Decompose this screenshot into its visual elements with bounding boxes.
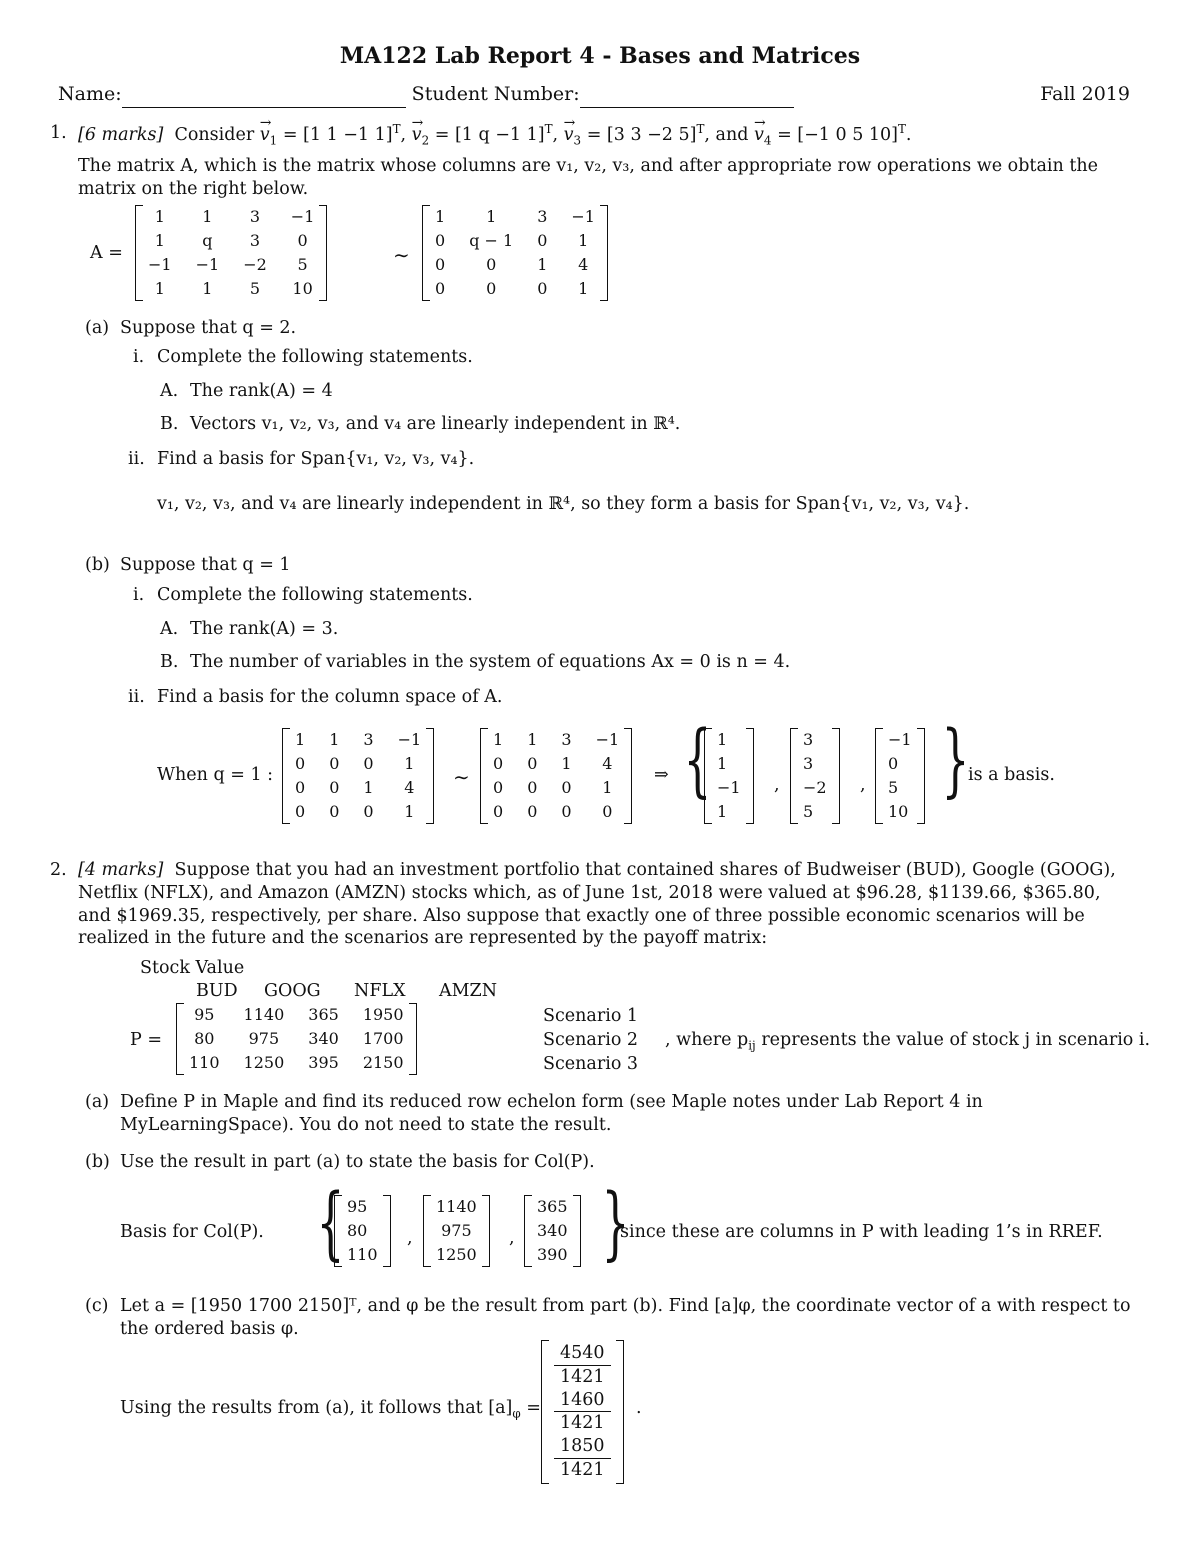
col-basis-vector-1-cell: 80: [347, 1220, 368, 1240]
right-brace: }: [941, 713, 970, 806]
q1-v3: = [3 3 −2 5]: [586, 124, 697, 145]
q1a-i-label: i.: [133, 347, 145, 367]
tilde-2: ∼: [453, 765, 470, 789]
matrix-A-reduced-cell: 3: [537, 206, 548, 226]
name-blank: [122, 82, 406, 108]
col-basis-vector-1: [334, 1195, 391, 1267]
matrix-M2-cell: 0: [527, 801, 538, 821]
phi-sub: φ: [512, 1406, 521, 1421]
q1b-text: Suppose that q = 1: [120, 555, 291, 575]
comma: ,: [509, 1228, 515, 1248]
q1-and: , and: [704, 124, 749, 145]
q1a-ii-label: ii.: [128, 449, 145, 469]
basis-vector-3-cell: 5: [888, 777, 899, 797]
A-label: A =: [90, 243, 123, 263]
matrix-A-reduced-cell: −1: [571, 206, 595, 226]
matrix-M1-cell: 4: [404, 777, 415, 797]
student-number-blank: [580, 82, 794, 108]
comma: ,: [860, 775, 866, 795]
basis-vector-2-cell: 5: [803, 801, 814, 821]
fraction-denominator: 1421: [560, 1366, 605, 1387]
matrix-A-cell: −1: [148, 254, 172, 274]
matrix-M1-cell: 0: [295, 801, 306, 821]
q2c-text: Let a = [1950 1700 2150]ᵀ, and φ be the result from part (b). Find [a]φ, the coordinate vector of a with respect to the ordered basis φ.: [120, 1296, 1131, 1339]
matrix-A-reduced-cell: 0: [435, 230, 446, 250]
matrix-M1-row: [283, 800, 433, 824]
q1-marks: [6 marks]: [78, 124, 164, 145]
q2-number: 2.: [50, 860, 67, 880]
matrix-A-row: [136, 205, 326, 229]
q1a-text: Suppose that q = 2.: [120, 318, 297, 338]
right-brace: }: [601, 1176, 630, 1269]
matrix-M2-cell: −1: [595, 729, 620, 749]
basis-vector-3-row: [876, 752, 924, 776]
matrix-M1: [282, 728, 434, 824]
matrix-M2-cell: 0: [493, 777, 504, 797]
matrix-M2-cell: 0: [561, 777, 572, 797]
col-basis-vector-3-cell: 340: [537, 1220, 568, 1240]
q1b-is-basis: is a basis.: [968, 765, 1055, 785]
matrix-P-cell: 95: [194, 1004, 215, 1024]
q2c-label: (c): [85, 1296, 109, 1316]
q1-v4: = [−1 0 5 10]: [777, 124, 898, 145]
matrix-A-cell: 0: [297, 230, 308, 250]
q1b-when: When q = 1 :: [157, 765, 274, 785]
matrix-M2-cell: 0: [493, 753, 504, 773]
basis-vector-1-cell: 1: [717, 753, 728, 773]
matrix-A-reduced-cell: 1: [435, 206, 446, 226]
col-basis-vector-3-row: [525, 1219, 580, 1243]
scenario-list: [543, 1004, 638, 1076]
where-rest: represents the value of stock j in scenario i.: [761, 1030, 1151, 1050]
q1b-A-text: The rank(A) = 3.: [190, 619, 339, 639]
matrix-A-cell: 1: [154, 206, 165, 226]
q2a-label: (a): [85, 1092, 110, 1112]
matrix-M2-row: [481, 776, 631, 800]
q1-v2: = [1 q −1 1]: [434, 124, 545, 145]
basis-vector-2-row: [791, 800, 839, 824]
matrix-P-cell: 1700: [362, 1028, 404, 1048]
basis-vector-1-cell: −1: [717, 777, 741, 797]
matrix-A-reduced-cell: 1: [537, 254, 548, 274]
coordinate-vector: [541, 1340, 624, 1484]
col-bud: BUD: [196, 981, 238, 1001]
q1a-i-text: Complete the following statements.: [157, 347, 473, 367]
matrix-M1-cell: 0: [295, 777, 306, 797]
implies-symbol: ⇒: [654, 765, 669, 785]
matrix-M2-cell: 4: [602, 753, 613, 773]
matrix-A-reduced-cell: 1: [578, 230, 589, 250]
basis-vector-1-cell: 1: [717, 801, 728, 821]
fraction: [554, 1389, 611, 1436]
basis-vector-2-cell: 3: [803, 729, 814, 749]
matrix-M2-cell: 1: [493, 729, 504, 749]
col-basis-vector-3: [524, 1195, 581, 1267]
matrix-M2-cell: 0: [527, 753, 538, 773]
matrix-M2-cell: 1: [527, 729, 538, 749]
q1a-label: (a): [85, 318, 110, 338]
comma: ,: [407, 1228, 413, 1248]
term-label: Fall 2019: [1040, 83, 1130, 105]
basis-vector-3-cell: 10: [888, 801, 909, 821]
matrix-P-row: [177, 1051, 416, 1075]
matrix-M1-cell: 1: [404, 801, 415, 821]
matrix-A-cell: 1: [154, 230, 165, 250]
q2-marks: [4 marks]: [78, 860, 164, 880]
fraction-denominator: 1421: [560, 1459, 605, 1480]
fraction: [554, 1342, 611, 1389]
matrix-M1-row: [283, 752, 433, 776]
q1b-i-text: Complete the following statements.: [157, 585, 473, 605]
col-amzn: AMZN: [439, 981, 498, 1001]
basis-vector-1-row: [705, 752, 753, 776]
matrix-A-cell: 3: [249, 230, 261, 250]
matrix-M2-cell: 3: [561, 729, 572, 749]
scenario-2: Scenario 2: [543, 1030, 639, 1050]
page-title: MA122 Lab Report 4 - Bases and Matrices: [339, 43, 861, 69]
matrix-M1-row: [283, 728, 433, 752]
matrix-M1-cell: 0: [363, 801, 374, 821]
fraction-numerator: 1850: [554, 1435, 611, 1459]
scenario-3: Scenario 3: [543, 1054, 639, 1074]
basis-vector-3-row: [876, 728, 924, 752]
col-basis-vector-2-cell: 1140: [436, 1196, 477, 1216]
matrix-A-cell: 3: [249, 206, 261, 226]
basis-vector-2-row: [791, 728, 839, 752]
col-basis-vector-1-row: [335, 1195, 390, 1219]
q1a-A-label: A.: [160, 381, 179, 401]
q2b-since: since these are columns in P with leading 1’s in RREF.: [620, 1222, 1103, 1242]
col-basis-vector-2-row: [424, 1195, 489, 1219]
matrix-A-reduced-cell: 1: [486, 206, 497, 226]
matrix-M1-cell: 0: [329, 801, 340, 821]
q2c-answer: [120, 1397, 541, 1422]
matrix-M2-cell: 1: [561, 753, 572, 773]
q1-consider: Consider: [174, 124, 255, 145]
q2-intro-text: Suppose that you had an investment portfolio that contained shares of Budweiser (BUD), Google (GOOG), Netflix (NFLX), and Amazon (AMZN) stocks which, as of June 1st, 2018 were valued at $96.28, $1139.66, $365.80, and $1969.35, respectively, per share. Also suppose that exactly one of three possible economic scenarios will be realized in the future and the scenarios are represented by the payoff matrix:: [78, 860, 1116, 949]
scenario-1: Scenario 1: [543, 1006, 639, 1026]
basis-vector-3-row: [876, 776, 924, 800]
matrix-P-cell: 340: [308, 1028, 339, 1048]
left-brace: {: [683, 713, 712, 806]
matrix-A-cell: 5: [297, 254, 308, 274]
q1-intro: The matrix A, which is the matrix whose columns are v₁, v₂, v₃, and after appropriate row operations we obtain the matrix on the right below.: [78, 156, 1098, 199]
matrix-M1-cell: 0: [363, 753, 374, 773]
q1b-ii-label: ii.: [128, 687, 145, 707]
matrix-P-cell: 395: [308, 1052, 339, 1072]
matrix-M1-cell: 1: [404, 753, 415, 773]
q1b-label: (b): [85, 555, 110, 575]
student-number-label: Student Number:: [411, 83, 580, 105]
col-basis-vector-2-row: [424, 1243, 489, 1267]
matrix-A-row: [136, 277, 326, 301]
q2a-text: Define P in Maple and find its reduced row echelon form (see Maple notes under Lab Report 4 in MyLearningSpace). You do not need to state the result.: [120, 1092, 983, 1135]
col-basis-vector-3-cell: 390: [537, 1244, 568, 1264]
matrix-P-cell: 1950: [362, 1004, 404, 1024]
q1-v1: = [1 1 −1 1]: [282, 124, 393, 145]
basis-vector-1: [704, 728, 754, 824]
P-label: P =: [130, 1030, 163, 1050]
matrix-A-cell: −1: [290, 206, 315, 226]
matrix-M1-cell: 1: [363, 777, 374, 797]
tilde: ∼: [393, 243, 410, 267]
q2b-basis-label: Basis for Col(P).: [120, 1222, 264, 1242]
matrix-P-cell: 110: [189, 1052, 220, 1072]
matrix-P-cell: 2150: [362, 1052, 404, 1072]
col-basis-vector-2-row: [424, 1219, 489, 1243]
q1a-B-text: Vectors v₁, v₂, v₃, and v₄ are linearly independent in ℝ⁴.: [190, 414, 681, 434]
left-brace: {: [316, 1176, 345, 1269]
q2c-answer-lead: Using the results from (a), it follows that [a]: [120, 1398, 513, 1418]
basis-vector-2-cell: −2: [803, 777, 827, 797]
q1a-answer: v₁, v₂, v₃, and v₄ are linearly independent in ℝ⁴, so they form a basis for Span{v₁, v₂, v₃, v₄}.: [157, 494, 970, 514]
comma: ,: [774, 775, 780, 795]
matrix-A-row: [136, 253, 326, 277]
name-label: Name:: [58, 83, 122, 105]
fraction-denominator: 1421: [560, 1413, 605, 1434]
basis-vector-3-cell: −1: [888, 729, 912, 749]
col-goog: GOOG: [264, 981, 321, 1001]
matrix-A-reduced-cell: 1: [578, 278, 589, 298]
matrix-A-cell: 1: [202, 206, 213, 226]
name-field: [58, 82, 794, 108]
matrix-P-row: [177, 1003, 416, 1027]
q1a-B-label: B.: [160, 414, 179, 434]
fraction: [554, 1435, 611, 1482]
matrix-M1-cell: −1: [397, 729, 422, 749]
col-basis-vector-2-cell: 975: [441, 1220, 472, 1240]
where-text: , where p: [665, 1030, 749, 1050]
basis-vector-2: [790, 728, 840, 824]
col-basis-vector-1-cell: 95: [347, 1196, 368, 1216]
matrix-P-cell: 80: [194, 1028, 215, 1048]
matrix-A-reduced-cell: 0: [435, 278, 446, 298]
matrix-A-reduced-cell: 4: [578, 254, 589, 274]
col-basis-vector-3-row: [525, 1195, 580, 1219]
matrix-A-reduced-cell: 0: [486, 278, 497, 298]
q1b-B-text: The number of variables in the system of equations Ax = 0 is n = 4.: [190, 652, 791, 672]
q1-number: 1.: [50, 123, 67, 143]
col-nflx: NFLX: [354, 981, 406, 1001]
col-basis-vector-1-row: [335, 1219, 390, 1243]
col-basis-vector-2-cell: 1250: [436, 1244, 477, 1264]
matrix-A-reduced-row: [423, 277, 607, 301]
basis-vector-1-cell: 1: [717, 729, 728, 749]
col-basis-vector-1-row: [335, 1243, 390, 1267]
matrix-A-cell: 5: [249, 278, 261, 298]
basis-vector-2-row: [791, 752, 839, 776]
matrix-A-reduced-row: [423, 253, 607, 277]
stock-value-label: Stock Value: [140, 958, 245, 978]
q1b-B-label: B.: [160, 652, 179, 672]
matrix-M2-row: [481, 800, 631, 824]
equals: =: [520, 1398, 541, 1418]
matrix-M1-cell: 3: [363, 729, 374, 749]
q2b-text: Use the result in part (a) to state the basis for Col(P).: [120, 1152, 595, 1172]
q2-intro: [78, 859, 1133, 950]
matrix-M1-cell: 0: [329, 753, 340, 773]
matrix-A: [135, 205, 327, 301]
basis-vector-2-row: [791, 776, 839, 800]
matrix-M2-cell: 0: [561, 801, 572, 821]
matrix-M2-cell: 0: [602, 801, 613, 821]
q1b-A-label: A.: [160, 619, 179, 639]
matrix-A-reduced-cell: 0: [486, 254, 497, 274]
matrix-A-cell: 1: [154, 278, 165, 298]
q1a-A-text: The rank(A) = 4: [190, 381, 333, 401]
matrix-A-reduced-cell: 0: [435, 254, 446, 274]
matrix-M1-cell: 0: [329, 777, 340, 797]
matrix-P-cell: 365: [308, 1004, 339, 1024]
matrix-M2-row: [481, 752, 631, 776]
matrix-A-reduced-cell: 0: [537, 230, 548, 250]
matrix-M2-cell: 1: [602, 777, 613, 797]
col-basis-vector-3-cell: 365: [537, 1196, 568, 1216]
matrix-M2-cell: 0: [527, 777, 538, 797]
q1a-ii-text: Find a basis for Span{v₁, v₂, v₃, v₄}.: [157, 449, 475, 469]
matrix-A-reduced-cell: q − 1: [469, 230, 514, 250]
q1-statement: [6 marks] Consider → $v_1 = [1$ 1 −1 1]$^T$, → $v_2 = [1$ q −1 1]$^T$, → $v_3 = [3$ 3 −2 5]$^T$, and → $v_4 = [-1$ 0 5 10]$^T$.: [78, 122, 912, 149]
matrix-A-cell: 1: [202, 278, 213, 298]
q1b-i-label: i.: [133, 585, 145, 605]
matrix-M2: [480, 728, 632, 824]
matrix-P-row: [177, 1027, 416, 1051]
matrix-P-cell: 975: [248, 1028, 280, 1048]
matrix-P-cell: 1250: [243, 1052, 285, 1072]
basis-vector-1-row: [705, 728, 753, 752]
period: .: [636, 1398, 642, 1418]
matrix-A-cell: 10: [292, 278, 313, 298]
matrix-M1-cell: 1: [329, 729, 340, 749]
matrix-A-reduced-cell: 0: [537, 278, 548, 298]
basis-vector-3-row: [876, 800, 924, 824]
matrix-M1-cell: 0: [295, 753, 306, 773]
matrix-A-reduced-row: [423, 205, 607, 229]
col-basis-vector-2: [423, 1195, 490, 1267]
matrix-M2-cell: 0: [493, 801, 504, 821]
basis-vector-3-cell: 0: [888, 753, 899, 773]
matrix-P-cell: 1140: [243, 1004, 285, 1024]
matrix-A-reduced-row: [423, 229, 607, 253]
matrix-M2-row: [481, 728, 631, 752]
fraction-numerator: 4540: [554, 1342, 611, 1366]
matrix-A-cell: q: [202, 230, 213, 250]
matrix-M1-cell: 1: [295, 729, 306, 749]
matrix-A-reduced: [422, 205, 608, 301]
basis-vector-3: [875, 728, 925, 824]
q1b-ii-text: Find a basis for the column space of A.: [157, 687, 503, 707]
matrix-P: [176, 1003, 417, 1075]
where-sub: ij: [748, 1038, 756, 1053]
where-clause: [665, 1029, 1150, 1054]
fraction-numerator: 1460: [554, 1389, 611, 1413]
col-basis-vector-3-row: [525, 1243, 580, 1267]
matrix-M1-row: [283, 776, 433, 800]
matrix-A-row: [136, 229, 326, 253]
q2b-label: (b): [85, 1152, 110, 1172]
matrix-A-cell: −2: [243, 254, 267, 274]
matrix-A-cell: −1: [195, 254, 220, 274]
basis-vector-1-row: [705, 800, 753, 824]
basis-vector-2-cell: 3: [803, 753, 814, 773]
col-basis-vector-1-cell: 110: [347, 1244, 378, 1264]
basis-vector-1-row: [705, 776, 753, 800]
